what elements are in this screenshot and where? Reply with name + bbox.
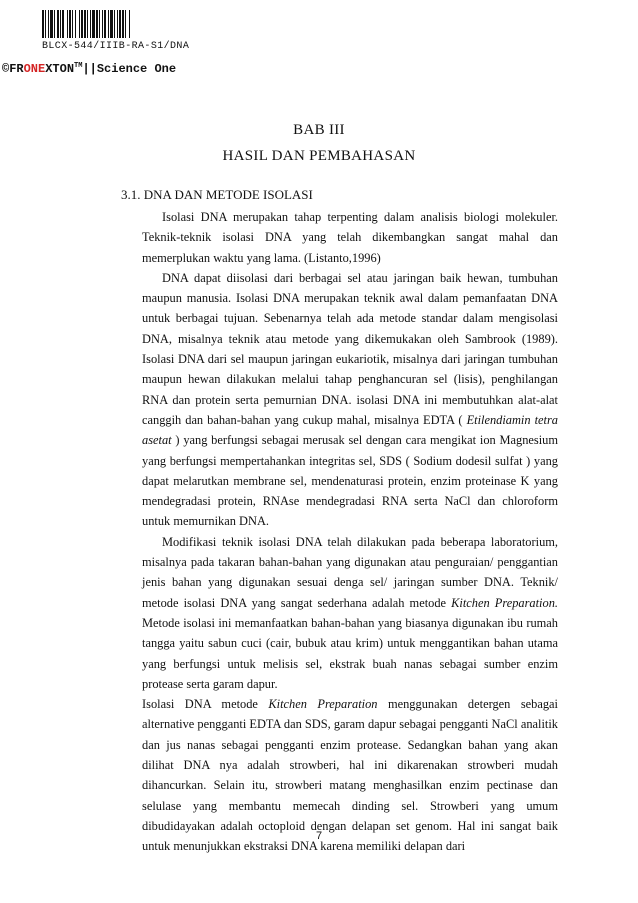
paragraph-1: Isolasi DNA merupakan tahap terpenting dalam analisis biologi molekuler. Teknik-teknik isolasi DNA yang telah dikembangkan sangat mahal dan memerplukan waktu yang lama. (Listanto,1996) (142, 210, 558, 265)
barcode (42, 10, 182, 38)
paragraph-2-emphasis: Etilendiamin tetra asetat (142, 412, 558, 448)
brand-mid: XTON (45, 62, 75, 76)
paragraph-3-emphasis: Kitchen Preparation. (451, 595, 558, 610)
paragraph-3-text-b: Metode isolasi ini memanfaatkan bahan-bahan yang biasanya digunakan ibu rumah tangga yaitu sabun cuci (cair, bubuk atau krim) untuk menggantikan bahan utama yang berfungsi untuk melisis sel, ekstrak buah nanas sebagai sumber enzim protease serta garam dapur. (142, 615, 558, 691)
chapter-title: HASIL DAN PEMBAHASAN (222, 148, 416, 164)
paragraph-4-text-a: Isolasi DNA metode (142, 697, 258, 712)
barcode-label: BLCX-544/IIIB-RA-S1/DNA (42, 41, 190, 52)
paragraph-2-text-b: ) yang berfungsi sebagai merusak sel dengan cara mengikat ion Magnesium yang berfungsi mempertahankan integritas sel, SDS ( Sodium dodesil sulfat ) yang dapat melarutkan membrane sel, mendenaturasi protein, enzim proteinase K yang mendegradasi protein, RNAse mendegradasi RNA serta NaCl dan chloroform untuk memurnikan DNA. (142, 433, 558, 529)
brand-prefix: ©FR (2, 62, 24, 76)
brand-accent: ONE (23, 62, 46, 76)
paragraph-4-text-b: menggunakan detergen sebagai alternative pengganti EDTA dan SDS, garam dapur sebagai pengganti NaCl analitik dan jus nanas sebagai pengganti enzim protease. Sedangkan bahan yang akan dilihat DNA nya adalah strowberi, hal ini dikarenakan strowberi mudah dihancurkan. Selain itu, strowberi matang menghasilkan enzim pectinase dan selulase yang membantu memecah dinding sel. Strowberi yang umum dibudidayakan adalah octoploid dengan delapan set genom. Hal ini sangat baik untuk menunjukkan ekstraksi DNA karena memiliki delapan dari (142, 697, 558, 854)
paragraph-2-text-a: DNA dapat diisolasi dari berbagai sel atau jaringan baik hewan, tumbuhan maupun manusia. Isolasi DNA merupakan teknik awal dalam pemanfaatan DNA untuk berbagai tujuan. Sebenarnya telah ada metode standar dalam mengisolasi DNA, misalnya teknik atau metode yang dikemukakan oleh Sambrook (1989). Isolasi DNA dari sel maupun jaringan eukariotik, misalnya dari jaringan tumbuhan maupun hewan dilakukan melalui tahap penghancuran sel (lisis), penghilangan RNA dan protein serta pemurnian DNA. isolasi DNA ini membutuhkan alat-alat canggih dan bahan-bahan yang cukup mahal, misalnya EDTA ( (142, 270, 558, 427)
page-number: 7 (315, 830, 323, 842)
section-heading: 3.1. DNA DAN METODE ISOLASI (121, 187, 313, 202)
body-text (142, 207, 558, 857)
paragraph-3-text-a: Modifikasi teknik isolasi DNA telah dilakukan pada beberapa laboratorium, misalnya pada takaran bahan-bahan yang digunakan atau penguraian/ penggantian jenis bahan yang digunakan sesuai denga sel/ jaringan sumber DNA. Teknik/ metode isolasi DNA yang sangat sederhana adalah metode (142, 534, 558, 610)
chapter-number: BAB III (293, 122, 345, 138)
barcode-bar (130, 10, 132, 38)
paragraph-3 (142, 532, 558, 694)
brand-trademark: TM (74, 62, 83, 70)
brand-logo (2, 62, 176, 76)
brand-suffix: ||Science One (82, 62, 177, 76)
paragraph-2 (142, 268, 558, 532)
paragraph-4-emphasis: Kitchen Preparation (268, 697, 378, 712)
